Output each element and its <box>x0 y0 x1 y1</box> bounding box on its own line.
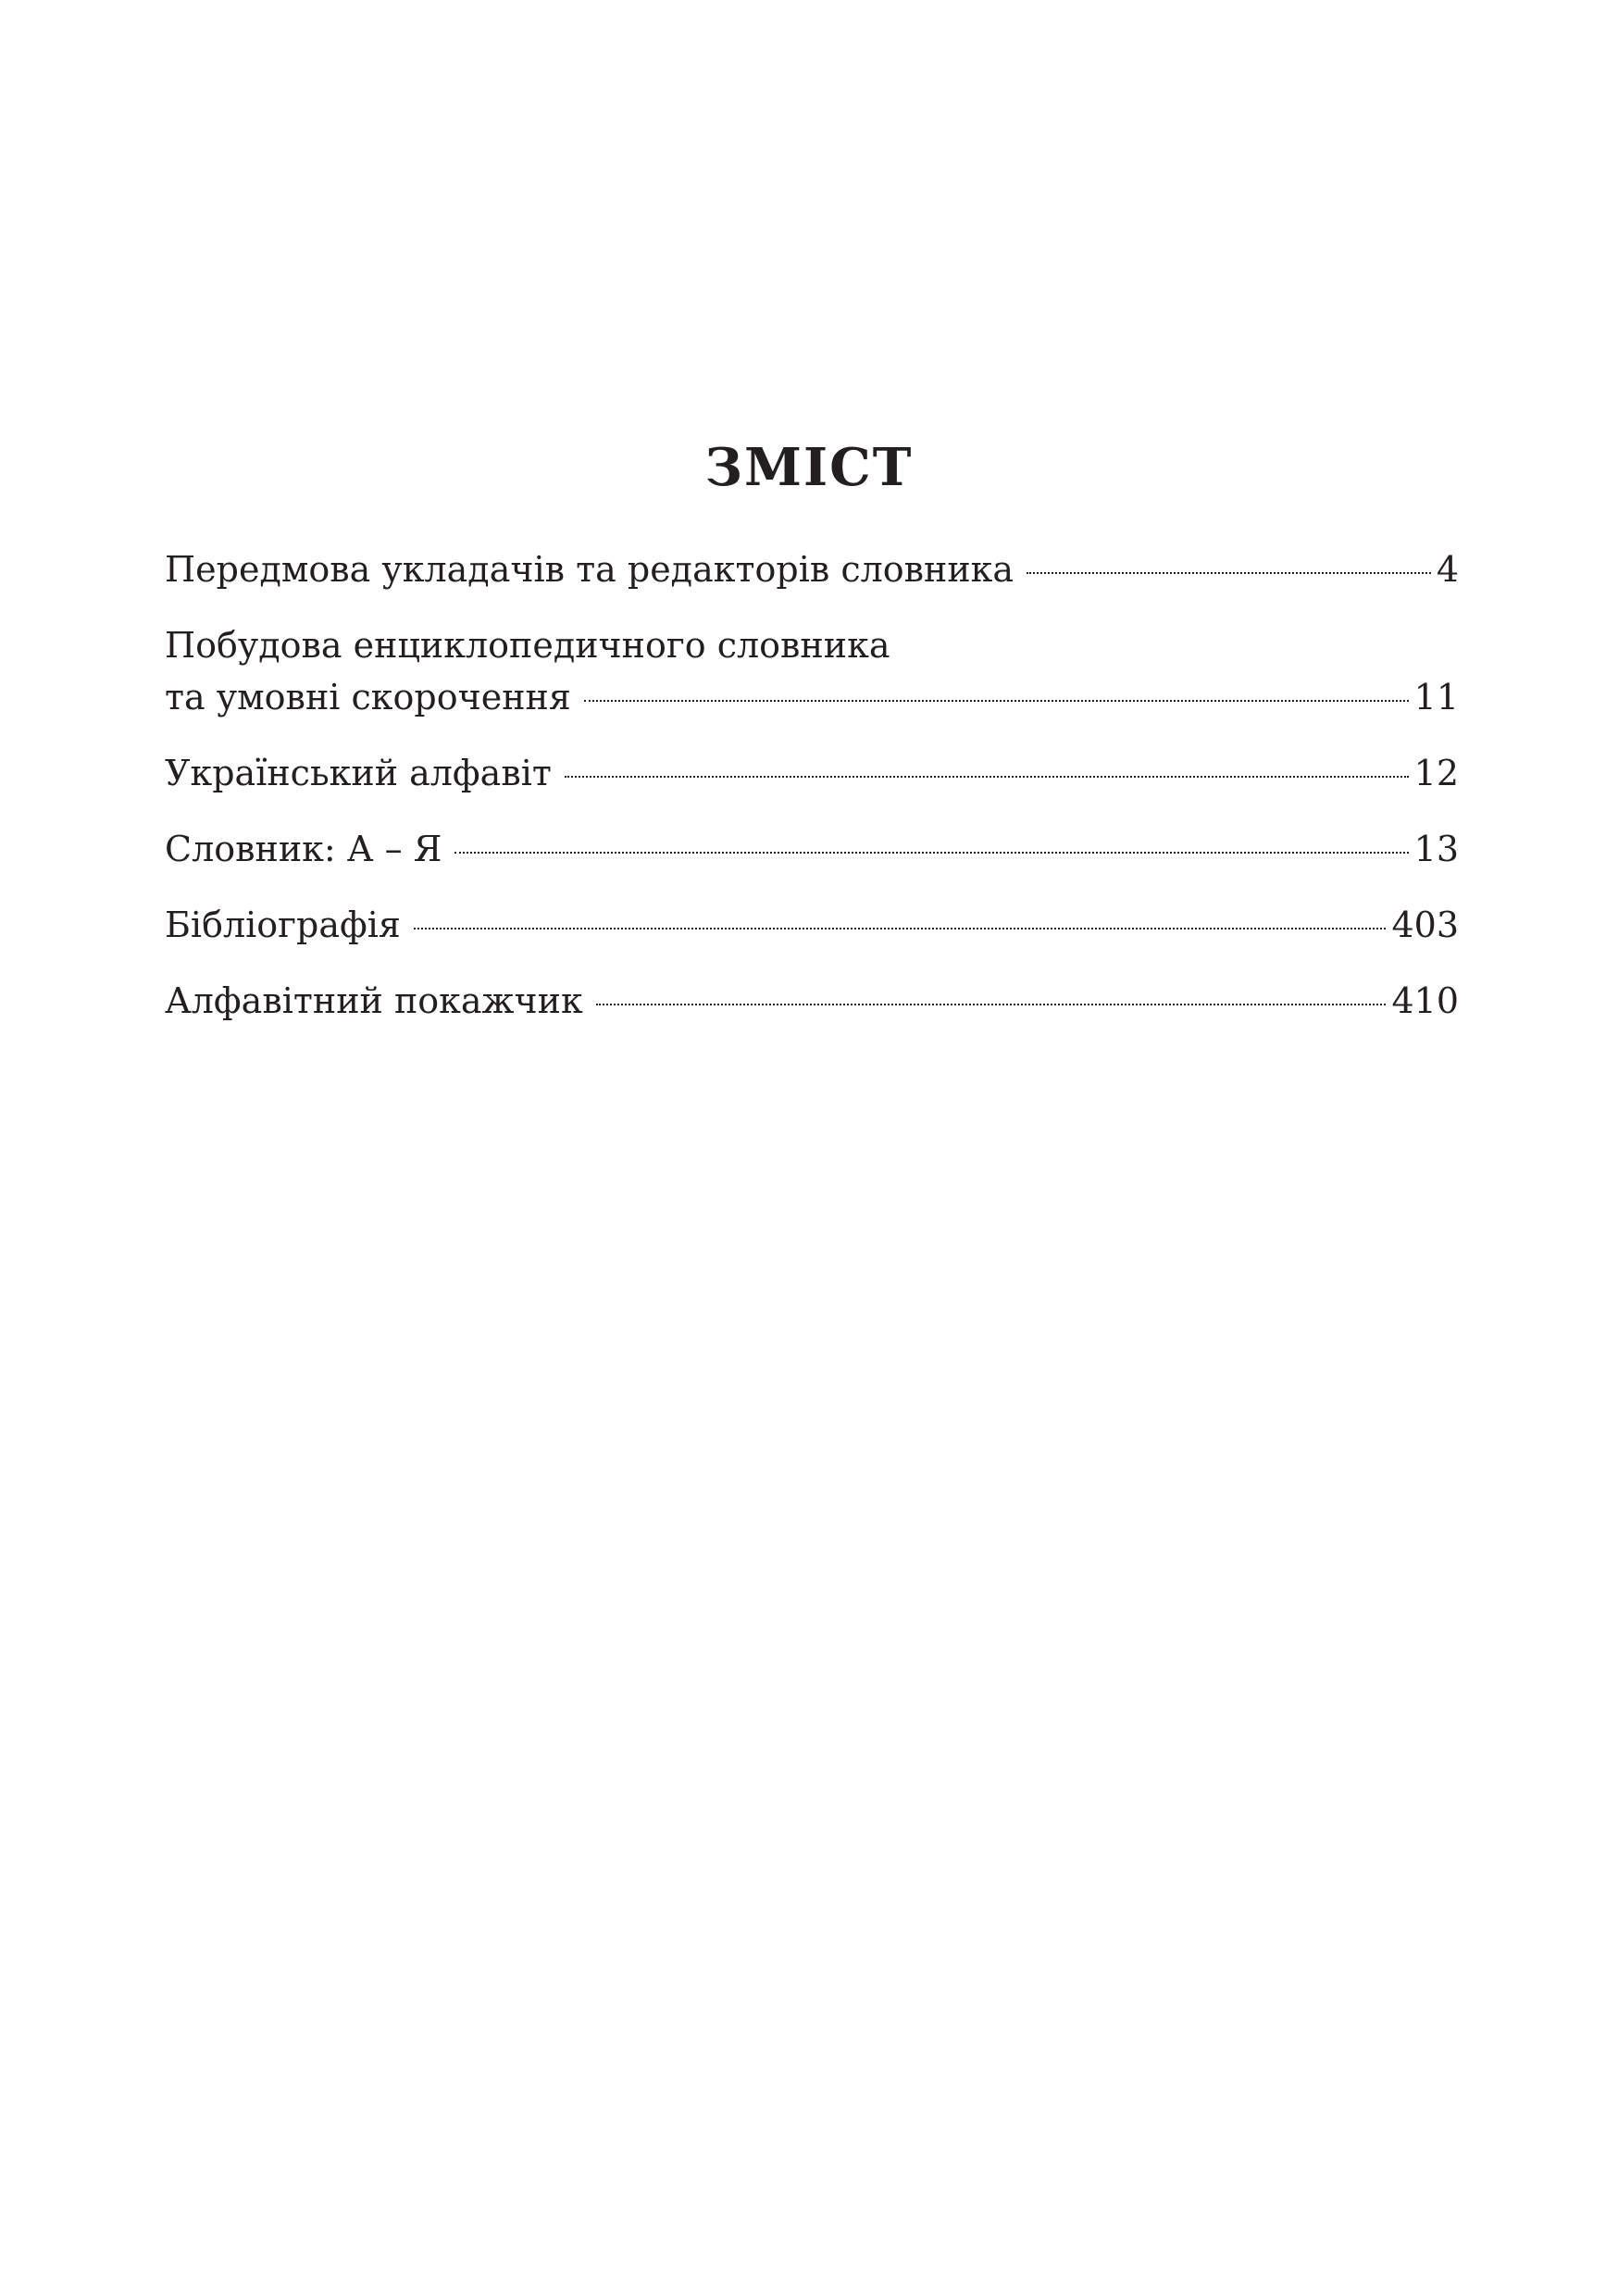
toc-entry-title: Побудова енциклопедичного словника <box>165 625 890 666</box>
toc-entry[interactable] <box>165 899 1459 951</box>
toc-page-number: 12 <box>1413 753 1459 793</box>
toc-line <box>165 619 1459 671</box>
toc-entry[interactable] <box>165 823 1459 875</box>
toc-entry-title: Український алфавіт <box>165 753 552 793</box>
dot-leader <box>1027 572 1431 574</box>
toc-line <box>165 747 1459 799</box>
dot-leader <box>414 928 1387 930</box>
toc-line <box>165 823 1459 875</box>
dot-leader <box>584 700 1409 702</box>
toc-entry[interactable] <box>165 975 1459 1027</box>
toc-entry[interactable] <box>165 747 1459 799</box>
toc-entry-title: Бібліографія <box>165 905 401 945</box>
table-of-contents <box>165 543 1459 1027</box>
toc-entry-title: Алфавітний покажчик <box>165 980 583 1021</box>
toc-line <box>165 899 1459 951</box>
toc-entry-title: Словник: А – Я <box>165 829 442 869</box>
toc-page-number: 4 <box>1436 549 1459 590</box>
toc-page-number: 403 <box>1391 905 1459 945</box>
toc-entry[interactable] <box>165 543 1459 595</box>
toc-entry-title: Передмова укладачів та редакторів словника <box>165 549 1014 590</box>
toc-line <box>165 975 1459 1027</box>
toc-entry[interactable] <box>165 619 1459 723</box>
toc-line <box>165 543 1459 595</box>
toc-page-number: 13 <box>1413 829 1459 869</box>
page-title: ЗМІСТ <box>704 437 914 498</box>
dot-leader <box>565 776 1409 778</box>
toc-entry-title-continued: та умовні скорочення <box>165 677 571 718</box>
toc-line <box>165 671 1459 723</box>
toc-page-number: 11 <box>1413 677 1459 718</box>
toc-page-number: 410 <box>1391 980 1459 1021</box>
dot-leader <box>454 852 1408 854</box>
dot-leader <box>596 1004 1387 1005</box>
